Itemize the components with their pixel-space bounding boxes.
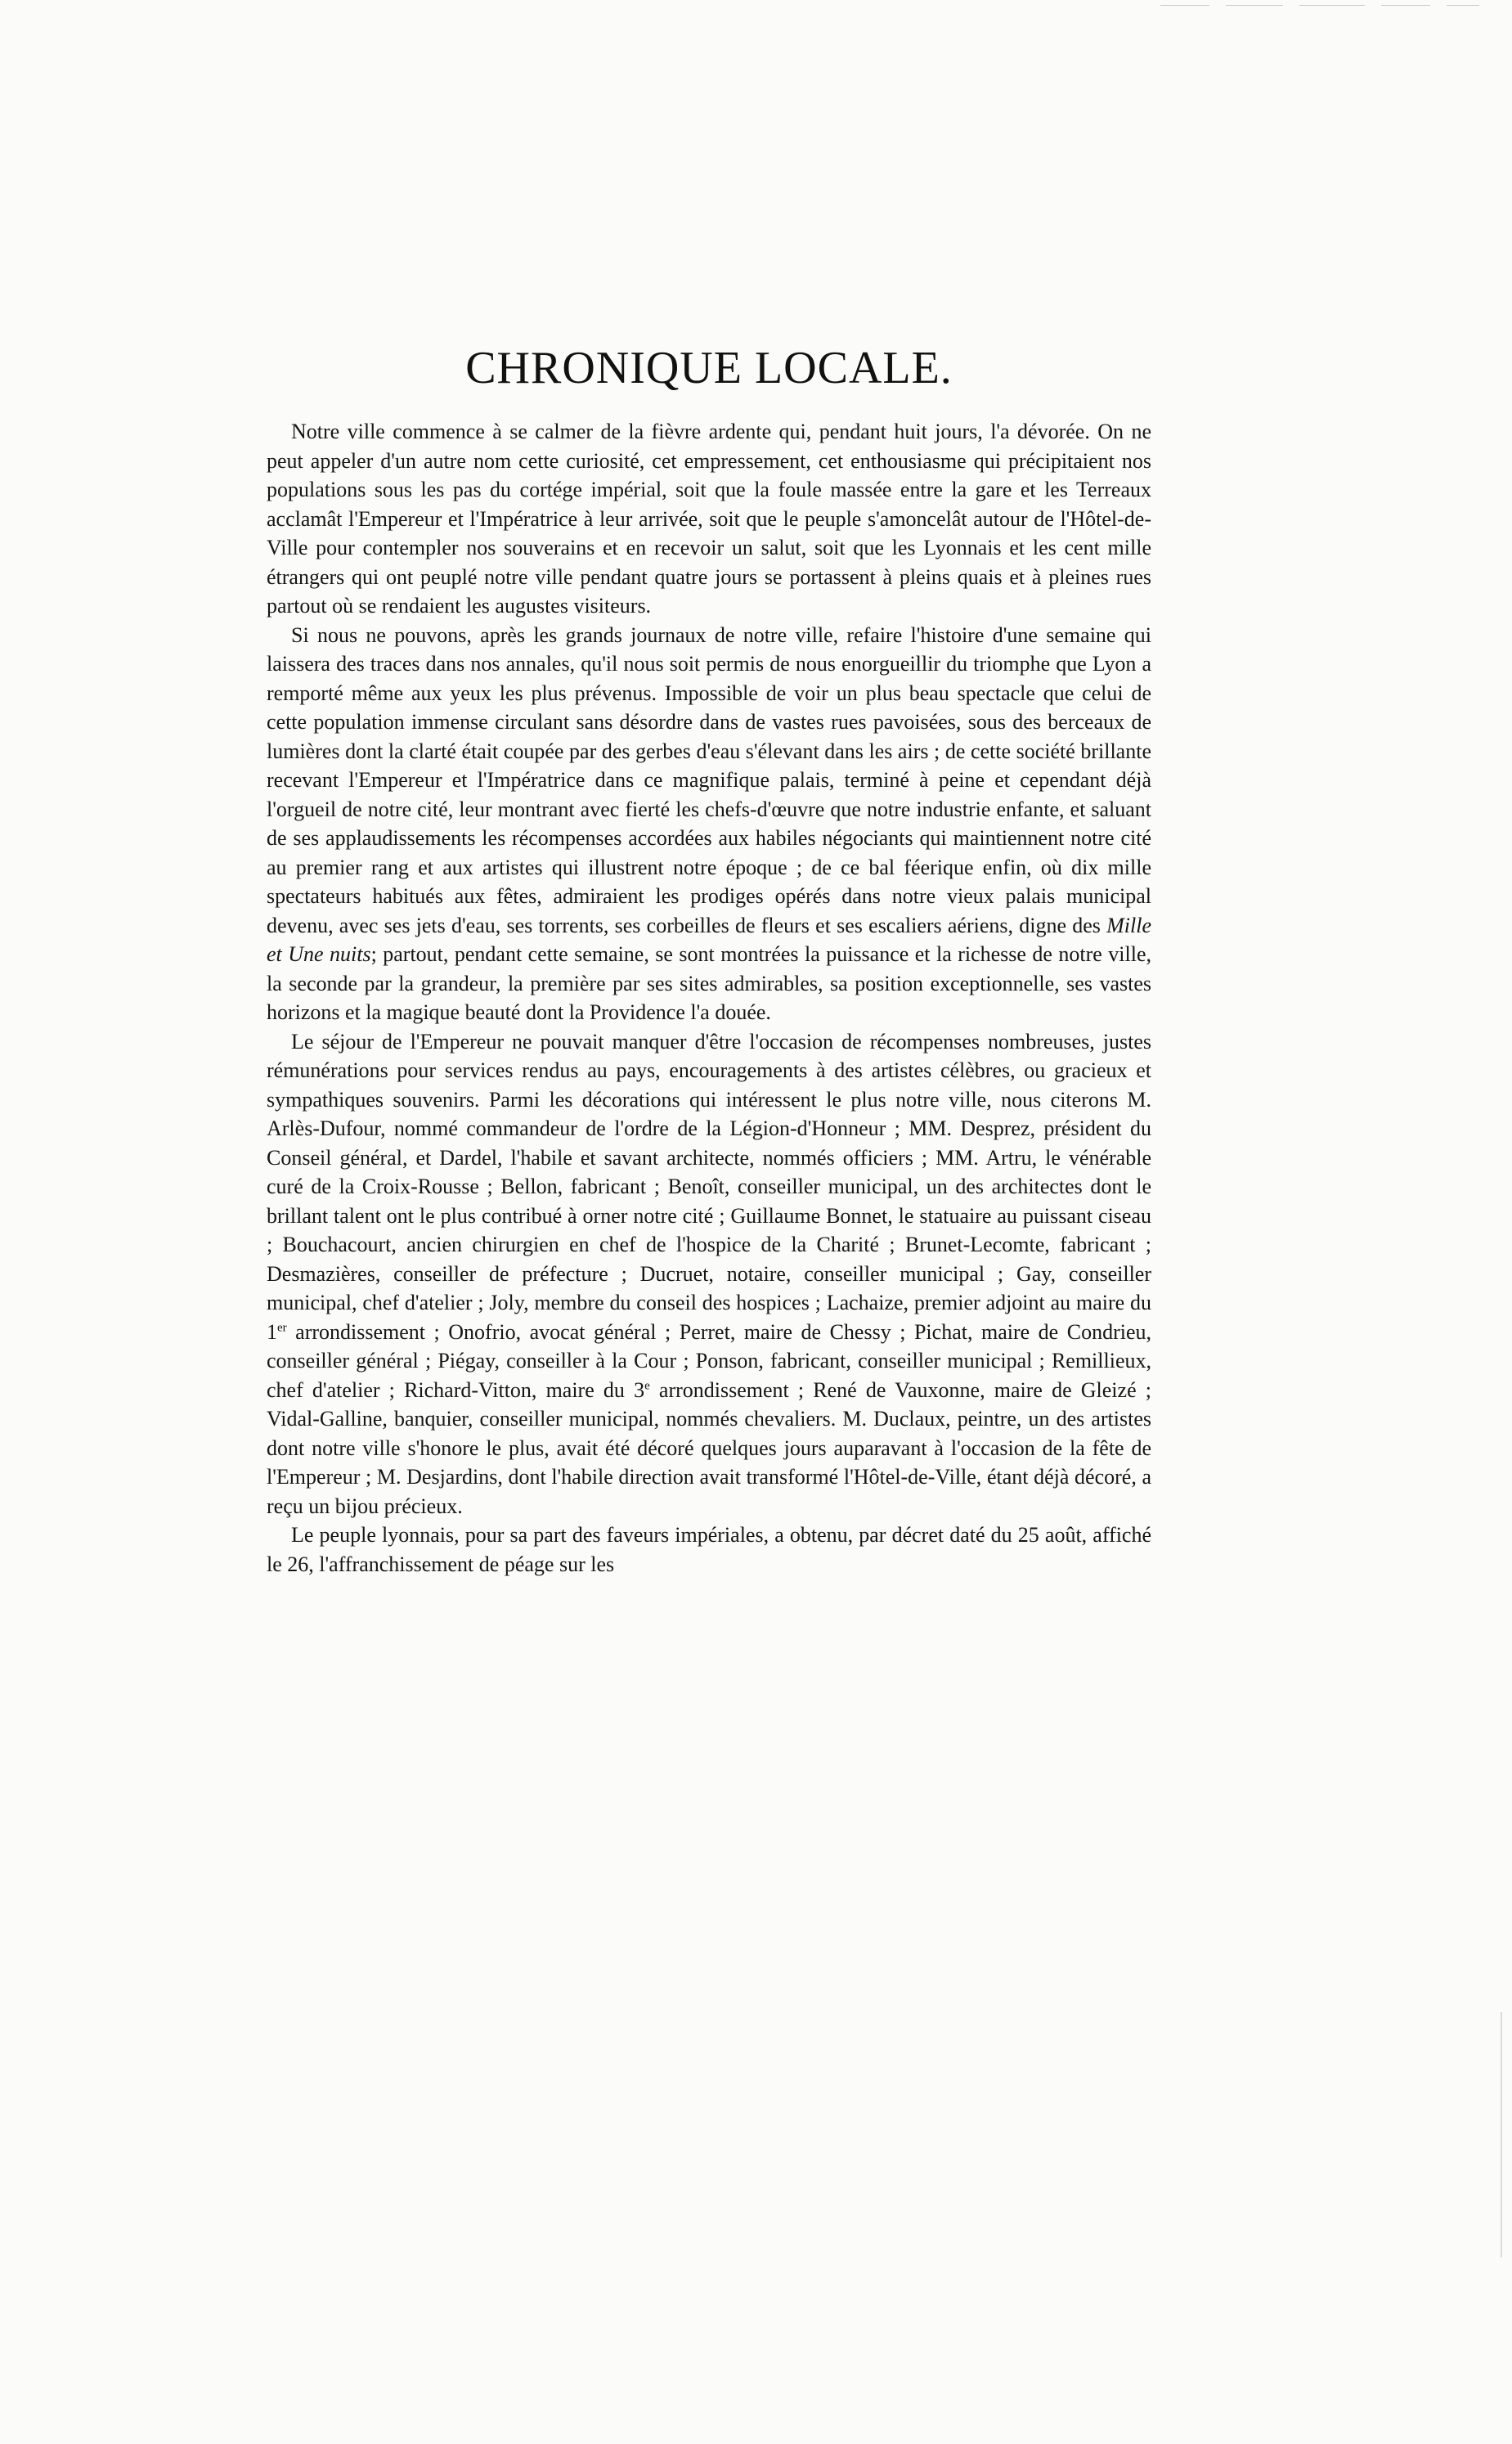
paragraph-3-text-start: Le séjour de l'Empereur ne pouvait manquer d'être l'occasion de récompenses nombreuses, justes rémunérations pour services rendus au pays, encouragements à des artistes célèbres, ou gracieux et sympathiques souvenirs. Parmi les décorations qui intéressent le plus notre ville, nous citerons M. Arlès-Dufour, nommé commandeur de l'ordre de la Légion-d'Honneur ; MM. Desprez, président du Conseil général, et Dardel, l'habile et savant architecte, nommés officiers ; MM. Artru, le vénérable curé de la Croix-Rousse ; Bellon, fabricant ; Benoît, conseiller municipal, un des architectes dont le brillant talent ont le plus contribué à orner notre cité ; Guillaume Bonnet, le statuaire au puissant ciseau ; Bouchacourt, ancien chirurgien en chef de l'hospice de la Charité ; Brunet-Lecomte, fabricant ; Desmazières, conseiller de préfecture ; Ducruet, notaire, conseiller municipal ; Gay, conseiller municipal, chef d'atelier ; Joly, membre du conseil des hospices ; Lachaize, premier adjoint au maire du 1 [267, 1029, 1151, 1344]
paragraph-2-text-end: ; partout, pendant cette semaine, se sont montrées la puissance et la richesse de notre ville, la seconde par la grandeur, la première par ses sites admirables, sa position exceptionnelle, ses vastes horizons et la magique beauté dont la Providence l'a douée. [267, 942, 1151, 1024]
paragraph-1: Notre ville commence à se calmer de la fièvre ardente qui, pendant huit jours, l'a dévorée. On ne peut appeler d'un autre nom cette curiosité, cet empressement, cet enthousiasme qui précipitaient nos populations sous les pas du cortége impérial, soit que la foule massée entre la gare et les Terreaux acclamât l'Empereur et l'Impératrice à leur arrivée, soit que le peuple s'amoncelât autour de l'Hôtel-de-Ville pour contempler nos souverains et en recevoir un salut, soit que les Lyonnais et les cent mille étrangers qui ont peuplé notre ville pendant quatre jours se portassent à pleins quais et à pleines rues partout où se rendaient les augustes visiteurs. [267, 420, 1151, 618]
scan-edge-line [1501, 2012, 1502, 2258]
superscript-e: e [644, 1378, 650, 1392]
paragraph-3-text-end: arrondissement ; René de Vauxonne, maire de Gleizé ; Vidal-Galline, banquier, conseiller municipal, nommés chevaliers. M. Duclaux, peintre, un des artistes dont notre ville s'honore le plus, avait été décoré quelques jours auparavant à l'occasion de la fête de l'Empereur ; M. Desjardins, dont l'habile direction avait transformé l'Hôtel-de-Ville, étant déjà décoré, a reçu un bijou précieux. [267, 1377, 1151, 1518]
paragraph-2-text-start: Si nous ne pouvons, après les grands journaux de notre ville, refaire l'histoire d'une semaine qui laissera des traces dans nos annales, qu'il nous soit permis de nous enorgueillir du triomphe que Lyon a remporté même aux yeux les plus prévenus. Impossible de voir un plus beau spectacle que celui de cette population immense circulant sans désordre dans de vastes rues pavoisées, sous des berceaux de lumières dont la clarté était coupée par des gerbes d'eau s'élevant dans les airs ; de cette société brillante recevant l'Empereur et l'Impératrice dans ce magnifique palais, terminé à peine et cependant déjà l'orgueil de notre cité, leur montrant avec fierté les chefs-d'œuvre que notre industrie enfante, et saluant de ses applaudissements les récompenses accordées aux habiles négociants qui maintiennent notre cité au premier rang et aux artistes qui illustrent notre époque ; de ce bal féerique enfin, où dix mille spectateurs habitués aux fêtes, admiraient les prodiges opérés dans notre vieux palais municipal devenu, avec ses jets d'eau, ses torrents, ses corbeilles de fleurs et ses escaliers aériens, digne des [267, 622, 1151, 937]
scan-edge-marks [1160, 5, 1487, 8]
paragraph-2 [267, 621, 1151, 1027]
paragraph-3 [267, 1027, 1151, 1521]
article-column [267, 335, 1151, 1579]
paragraph-2-italic-title: Mille et Une nuits [267, 913, 1151, 966]
page-title: CHRONIQUE LOCALE. [465, 343, 953, 393]
superscript-er: er [277, 1320, 287, 1334]
paragraph-4: Le peuple lyonnais, pour sa part des faveurs impériales, a obtenu, par décret daté du 25 août, affiché le 26, l'affranchissement de péage sur les [267, 1523, 1151, 1576]
paragraph-3-text-middle: arrondissement ; Onofrio, avocat général ; Perret, maire de Chessy ; Pichat, maire de Condrieu, conseiller général ; Piégay, conseiller à la Cour ; Ponson, fabricant, conseiller municipal ; Remillieux, chef d'atelier ; Richard-Vitton, maire du 3 [267, 1319, 1151, 1402]
